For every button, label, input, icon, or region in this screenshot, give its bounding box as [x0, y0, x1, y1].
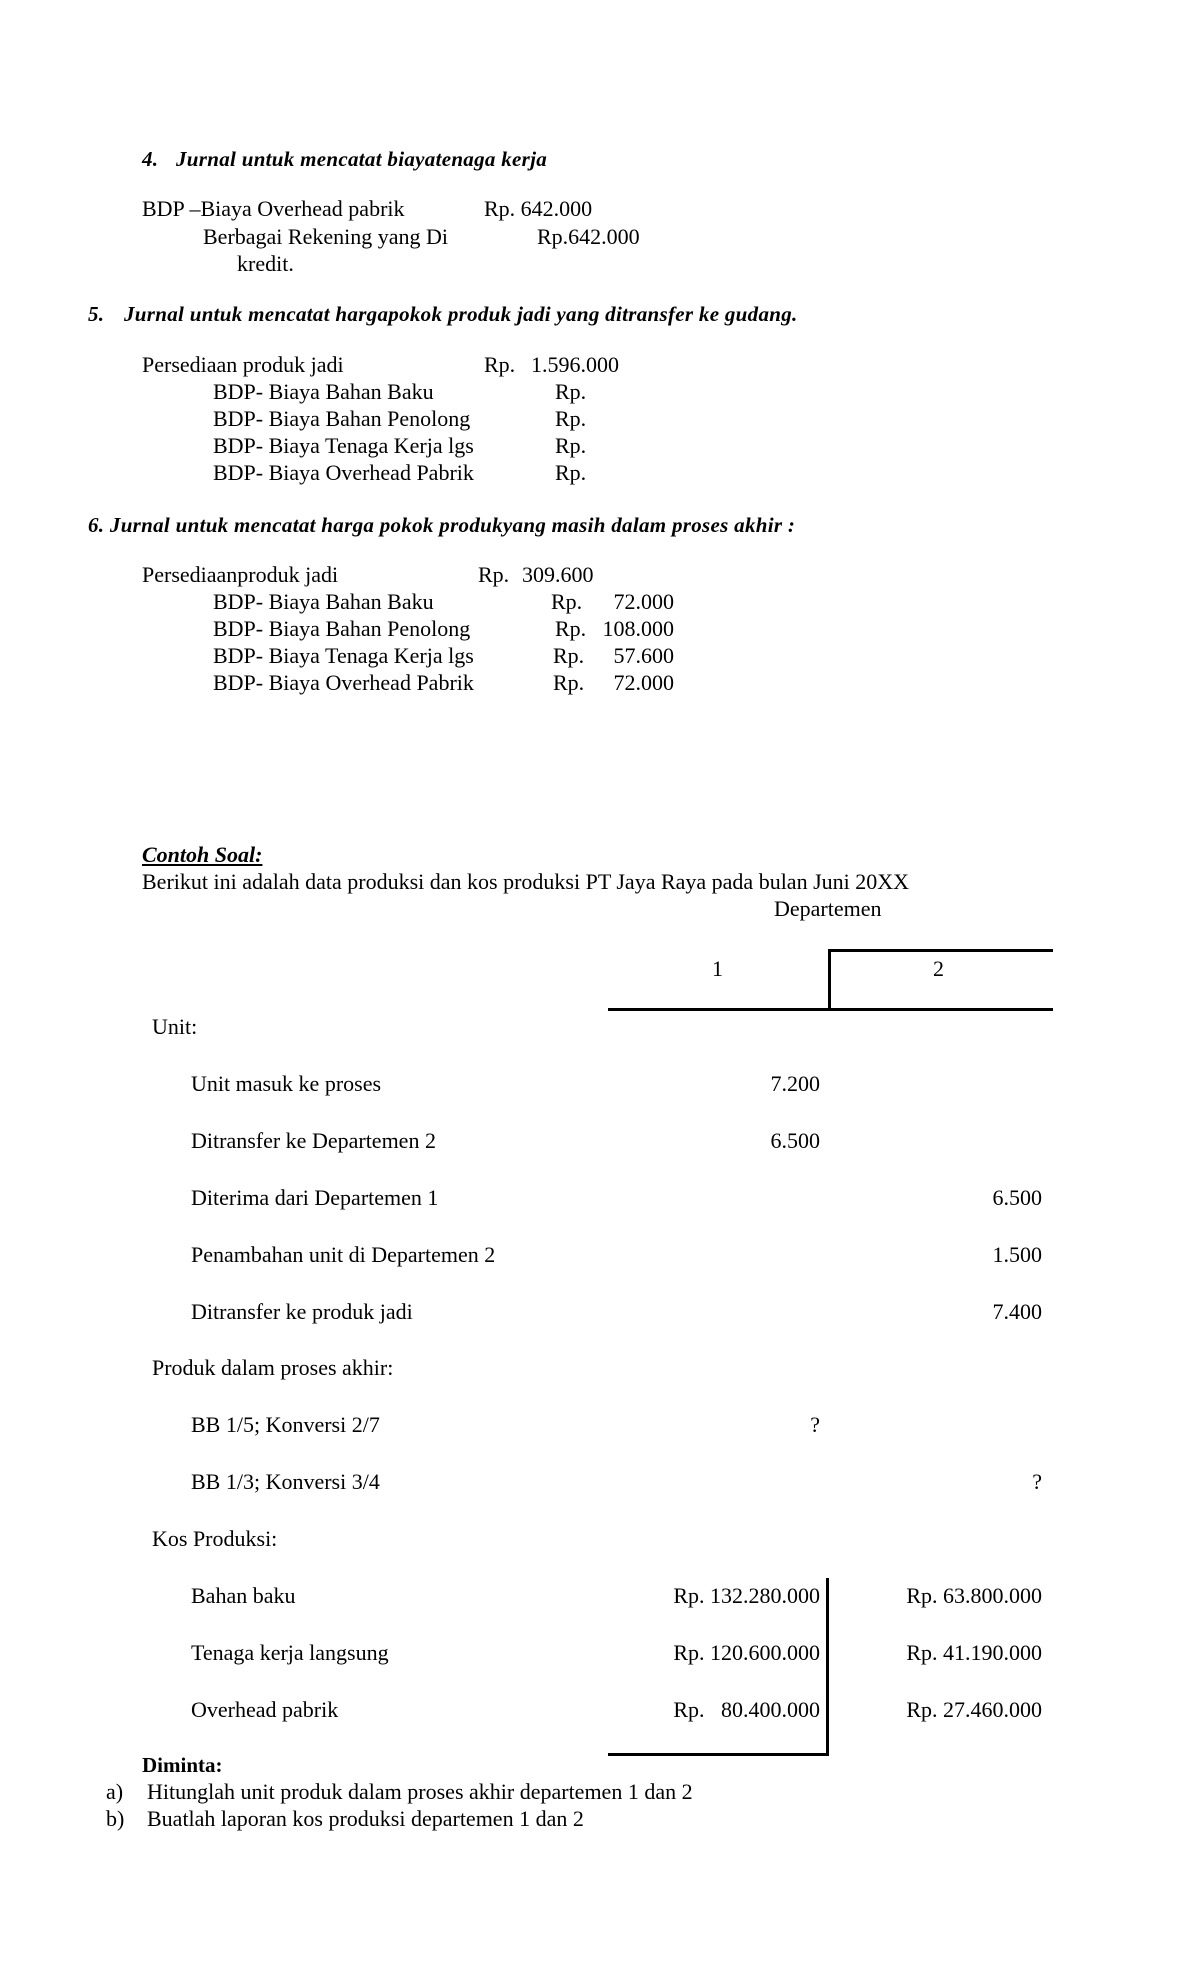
unit-section-label: Unit: [152, 1014, 198, 1039]
table-cell-dept2: 7.400 [992, 1299, 1042, 1324]
diminta-title: Diminta: [142, 1753, 223, 1777]
diminta-marker: a) [106, 1779, 124, 1804]
section6-credit-account: BDP- Biaya Overhead Pabrik [213, 670, 474, 695]
table-row-label: Ditransfer ke produk jadi [191, 1299, 413, 1324]
section5-credit-currency: Rp. [555, 433, 587, 458]
section4-heading: Jurnal untuk mencatat biayatenaga kerja [176, 147, 548, 171]
column-header-dept2: 2 [933, 956, 944, 981]
section6-debit-amount: 309.600 [522, 562, 594, 587]
section4-debit-account: BDP –Biaya Overhead pabrik [142, 196, 405, 221]
example-title: Contoh Soal: [142, 842, 263, 867]
table-cell-dept2: 6.500 [992, 1185, 1042, 1210]
example-intro: Berikut ini adalah data produksi dan kos produksi PT Jaya Raya pada bulan Juni 20XX [142, 869, 910, 894]
section4-debit-amount: Rp. 642.000 [484, 196, 593, 221]
table-column-divider [828, 949, 831, 1011]
section5-credit-account: BDP- Biaya Tenaga Kerja lgs [213, 433, 474, 458]
table-cell-dept1: 7.200 [770, 1071, 820, 1096]
table-row-label: BB 1/3; Konversi 3/4 [191, 1469, 380, 1494]
section5-credit-account: BDP- Biaya Bahan Baku [213, 379, 434, 404]
table-cell-dept1: 6.500 [770, 1128, 820, 1153]
table-header-rule [608, 1008, 1053, 1011]
departemen-header: Departemen [774, 896, 882, 921]
table-row-label: Unit masuk ke proses [191, 1071, 382, 1096]
table-row-label: BB 1/5; Konversi 2/7 [191, 1412, 380, 1437]
section6-credit-currency: Rp. [553, 643, 585, 668]
section6-credit-currency: Rp. [553, 670, 585, 695]
section6-credit-account: BDP- Biaya Bahan Baku [213, 589, 434, 614]
diminta-item: Buatlah laporan kos produksi departemen 1 dan 2 [147, 1806, 584, 1831]
table-row-label: Diterima dari Departemen 1 [191, 1185, 439, 1210]
section6-credit-account: BDP- Biaya Bahan Penolong [213, 616, 471, 641]
section5-credit-account: BDP- Biaya Bahan Penolong [213, 406, 471, 431]
table-row-label: Ditransfer ke Departemen 2 [191, 1128, 436, 1153]
section5-credit-currency: Rp. [555, 406, 587, 431]
section5-credit-currency: Rp. [555, 379, 587, 404]
column-header-dept1: 1 [712, 956, 723, 981]
table-cell-dept1: Rp. 132.280.000 [673, 1583, 820, 1608]
section6-heading: 6. Jurnal untuk mencatat harga pokok produkyang masih dalam proses akhir : [88, 513, 796, 537]
diminta-item: Hitunglah unit produk dalam proses akhir departemen 1 dan 2 [147, 1779, 693, 1804]
table-cell-dept2: ? [1032, 1469, 1042, 1494]
section6-debit-account: Persediaanproduk jadi [142, 562, 339, 587]
table-row-label: Overhead pabrik [191, 1697, 339, 1722]
table-cell-dept2: Rp. 63.800.000 [906, 1583, 1042, 1608]
section5-heading: Jurnal untuk mencatat hargapokok produk jadi yang ditransfer ke gudang. [124, 302, 798, 326]
cost-section-label: Kos Produksi: [152, 1526, 278, 1551]
section6-credit-amount: 57.600 [613, 643, 674, 668]
table-cell-dept2: 1.500 [992, 1242, 1042, 1267]
table-cell-dept1: Rp. 80.400.000 [673, 1697, 820, 1722]
table-row-label: Bahan baku [191, 1583, 296, 1608]
table-cell-dept2: Rp. 41.190.000 [906, 1640, 1042, 1665]
section4-number: 4. [142, 147, 159, 171]
table-row-label: Tenaga kerja langsung [191, 1640, 389, 1665]
wip-section-label: Produk dalam proses akhir: [152, 1355, 394, 1380]
section5-debit-amount: 1.596.000 [531, 352, 619, 377]
section6-credit-currency: Rp. [551, 589, 583, 614]
diminta-marker: b) [106, 1806, 125, 1831]
section5-credit-currency: Rp. [555, 460, 587, 485]
section5-debit-currency: Rp. [484, 352, 516, 377]
table-cell-dept1: ? [810, 1412, 820, 1437]
section4-credit-amount: Rp.642.000 [537, 224, 640, 249]
section6-credit-amount: 72.000 [613, 589, 674, 614]
table-cell-dept1: Rp. 120.600.000 [673, 1640, 820, 1665]
section6-credit-account: BDP- Biaya Tenaga Kerja lgs [213, 643, 474, 668]
section6-credit-currency: Rp. [555, 616, 587, 641]
section5-debit-account: Persediaan produk jadi [142, 352, 344, 377]
table-row-label: Penambahan unit di Departemen 2 [191, 1242, 496, 1267]
section5-credit-account: BDP- Biaya Overhead Pabrik [213, 460, 474, 485]
section6-credit-amount: 108.000 [602, 616, 674, 641]
table-cell-dept2: Rp. 27.460.000 [906, 1697, 1042, 1722]
section6-debit-currency: Rp. [478, 562, 510, 587]
section6-credit-amount: 72.000 [613, 670, 674, 695]
table-top-rule [831, 949, 1053, 952]
cost-bottom-rule [608, 1753, 829, 1756]
section4-credit-account-line2: kredit. [237, 251, 294, 276]
section4-credit-account-line1: Berbagai Rekening yang Di [203, 224, 448, 249]
section5-number: 5. [88, 302, 105, 326]
cost-column-divider [826, 1578, 829, 1756]
